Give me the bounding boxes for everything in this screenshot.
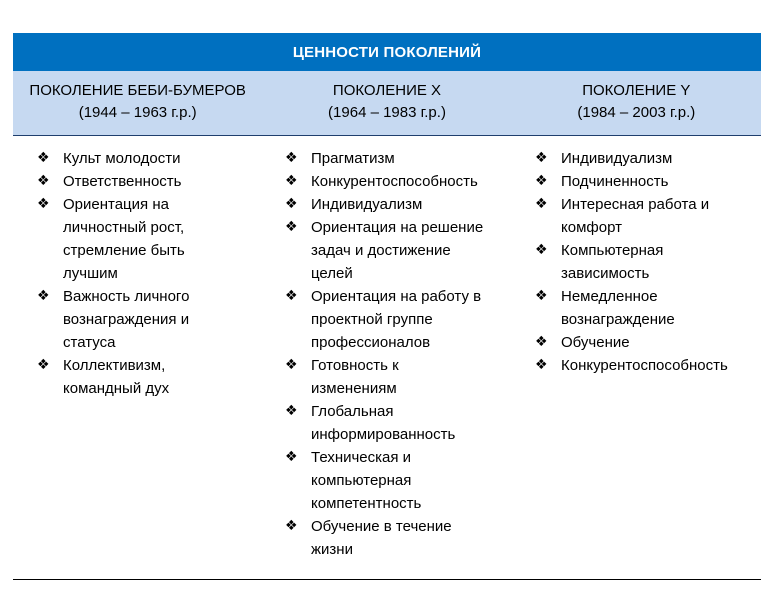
list-item-line: целей (311, 265, 353, 282)
list-item-text (311, 354, 519, 400)
list-item-line: Немедленное (561, 288, 658, 305)
list-item-line: Важность личного (63, 288, 190, 305)
list-item-line: Конкурентоспособность (561, 357, 728, 374)
diamond-bullet-icon: ❖ (37, 150, 50, 166)
diamond-bullet-icon: ❖ (285, 288, 298, 304)
diamond-bullet-icon: ❖ (285, 518, 298, 534)
list-item-text (311, 216, 519, 285)
header-generation-y (512, 71, 761, 135)
header-baby-boomers (13, 71, 262, 135)
values-list (37, 147, 261, 400)
list-item-text (311, 285, 519, 354)
list-item (285, 354, 519, 400)
list-item-text (311, 400, 519, 446)
list-item-line: Глобальная (311, 403, 394, 420)
list-item-line: профессионалов (311, 334, 431, 351)
list-item (37, 170, 261, 193)
header-years: (1944 – 1963 г.р.) (78, 104, 197, 121)
list-item-text (63, 285, 261, 354)
list-item-line: Конкурентоспособность (311, 173, 478, 190)
header-row (13, 71, 761, 136)
list-item-line: Ориентация на (63, 196, 169, 213)
list-item-line: Ориентация на работу в (311, 288, 482, 305)
list-item-line: Подчиненность (561, 173, 669, 190)
list-item-line: личностный рост, (63, 219, 185, 236)
list-item-line: статуса (63, 334, 116, 351)
list-item-line: Ответственность (63, 173, 182, 190)
list-item-text (561, 331, 761, 354)
list-item-text (561, 193, 761, 239)
diamond-bullet-icon: ❖ (285, 403, 298, 419)
list-item-line: Обучение в течение (311, 518, 452, 535)
values-generation-y (519, 147, 761, 561)
list-item (37, 354, 261, 400)
list-item-line: Ориентация на решение (311, 219, 484, 236)
header-name: ПОКОЛЕНИЕ Y (582, 82, 691, 99)
header-generation-x (262, 71, 511, 135)
list-item (535, 239, 761, 285)
list-item (285, 170, 519, 193)
header-years: (1984 – 2003 г.р.) (577, 104, 696, 121)
values-list (285, 147, 519, 561)
list-item (285, 216, 519, 285)
list-item-line: Индивидуализм (561, 150, 673, 167)
values-row (13, 136, 761, 561)
list-item-line: лучшим (63, 265, 118, 282)
list-item (285, 147, 519, 170)
diamond-bullet-icon: ❖ (285, 449, 298, 465)
diamond-bullet-icon: ❖ (37, 357, 50, 373)
list-item-text (63, 170, 261, 193)
list-item (285, 515, 519, 561)
values-baby-boomers (13, 147, 261, 561)
list-item-line: Обучение (561, 334, 630, 351)
list-item (285, 446, 519, 515)
list-item-line: вознаграждения и (63, 311, 190, 328)
list-item-text (561, 170, 761, 193)
list-item (285, 193, 519, 216)
diamond-bullet-icon: ❖ (535, 173, 548, 189)
diamond-bullet-icon: ❖ (37, 173, 50, 189)
diamond-bullet-icon: ❖ (535, 357, 548, 373)
list-item-line: Интересная работа и (561, 196, 710, 213)
values-generation-x (261, 147, 519, 561)
list-item-line: Коллективизм, (63, 357, 166, 374)
bottom-divider (13, 579, 761, 580)
list-item (285, 285, 519, 354)
list-item-line: зависимость (561, 265, 650, 282)
list-item-line: задач и достижение (311, 242, 451, 259)
diamond-bullet-icon: ❖ (535, 242, 548, 258)
diamond-bullet-icon: ❖ (285, 196, 298, 212)
diamond-bullet-icon: ❖ (535, 150, 548, 166)
list-item-text (311, 147, 519, 170)
list-item (535, 147, 761, 170)
list-item-line: информированность (311, 426, 456, 443)
list-item-text (311, 515, 519, 561)
list-item (285, 400, 519, 446)
list-item-text (561, 354, 761, 377)
list-item-text (311, 193, 519, 216)
diamond-bullet-icon: ❖ (535, 288, 548, 304)
generation-values-table (13, 33, 761, 561)
list-item-text (311, 446, 519, 515)
header-years: (1964 – 1983 г.р.) (328, 104, 446, 121)
list-item-line: компетентность (311, 495, 422, 512)
list-item-text (311, 170, 519, 193)
list-item (535, 193, 761, 239)
diamond-bullet-icon: ❖ (535, 196, 548, 212)
diamond-bullet-icon: ❖ (535, 334, 548, 350)
diamond-bullet-icon: ❖ (285, 357, 298, 373)
list-item-line: Готовность к (311, 357, 399, 374)
diamond-bullet-icon: ❖ (37, 196, 50, 212)
values-list (535, 147, 761, 377)
list-item-line: командный дух (63, 380, 170, 397)
list-item-line: жизни (311, 541, 353, 558)
list-item-line: Культ молодости (63, 150, 181, 167)
list-item-line: проектной группе (311, 311, 433, 328)
list-item-line: изменениям (311, 380, 397, 397)
table-title: ЦЕННОСТИ ПОКОЛЕНИЙ (13, 33, 761, 71)
list-item-text (63, 354, 261, 400)
header-name: ПОКОЛЕНИЕ X (332, 82, 442, 99)
list-item-text (561, 239, 761, 285)
list-item (37, 285, 261, 354)
list-item-line: Компьютерная (561, 242, 664, 259)
list-item (37, 147, 261, 170)
list-item (535, 285, 761, 331)
list-item (535, 331, 761, 354)
diamond-bullet-icon: ❖ (37, 288, 50, 304)
list-item-line: Индивидуализм (311, 196, 423, 213)
diamond-bullet-icon: ❖ (285, 150, 298, 166)
list-item (37, 193, 261, 285)
list-item-line: вознаграждение (561, 311, 675, 328)
list-item-text (63, 193, 261, 285)
list-item-line: Техническая и (311, 449, 412, 466)
diamond-bullet-icon: ❖ (285, 219, 298, 235)
list-item-line: комфорт (561, 219, 622, 236)
list-item-text (561, 147, 761, 170)
list-item (535, 170, 761, 193)
list-item-line: стремление быть (63, 242, 185, 259)
list-item-text (63, 147, 261, 170)
diamond-bullet-icon: ❖ (285, 173, 298, 189)
list-item (535, 354, 761, 377)
list-item-line: компьютерная (311, 472, 412, 489)
header-name: ПОКОЛЕНИЕ БЕБИ-БУМЕРОВ (29, 82, 246, 99)
list-item-line: Прагматизм (311, 150, 395, 167)
list-item-text (561, 285, 761, 331)
